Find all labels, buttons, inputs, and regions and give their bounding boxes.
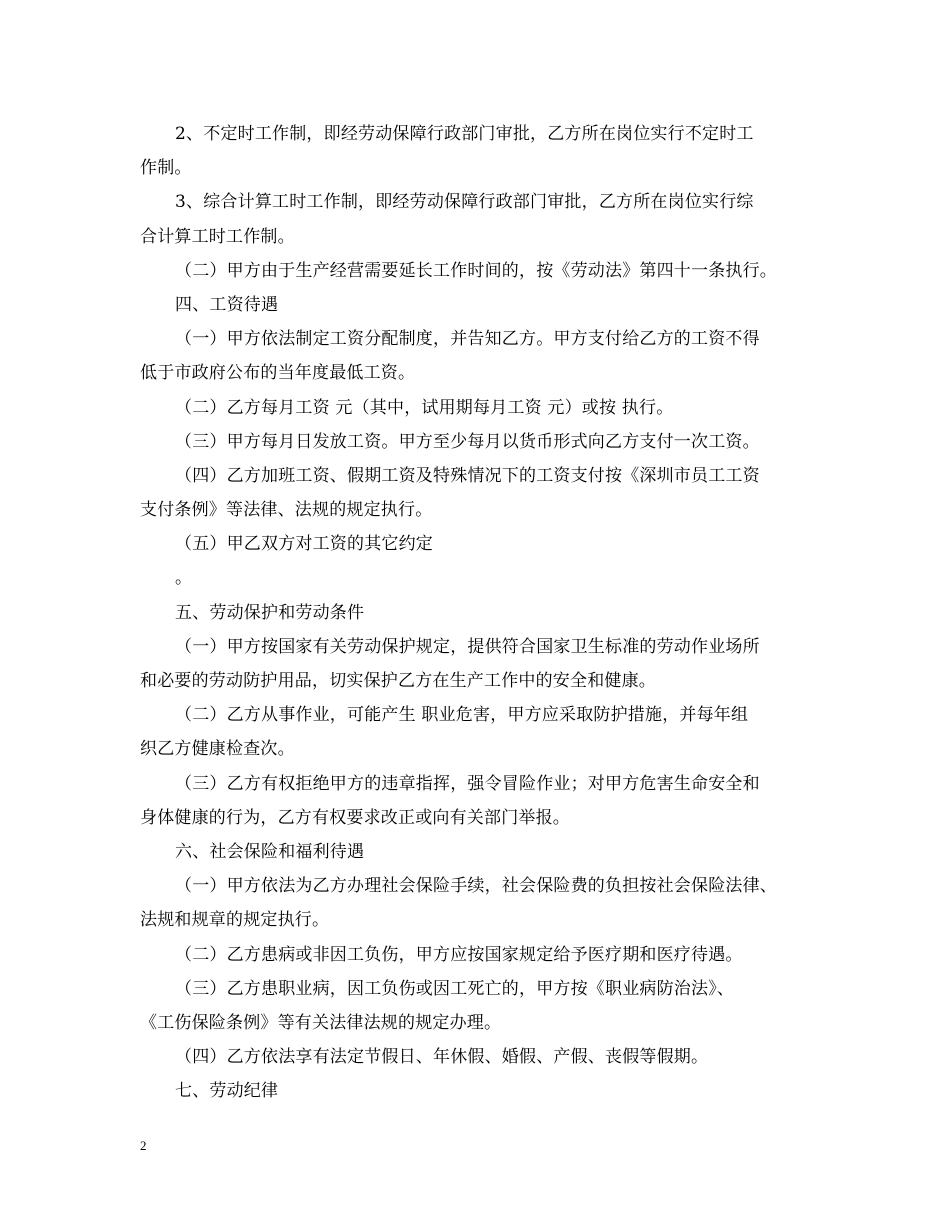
text-line: 织乙方健康检查次。 bbox=[140, 739, 295, 760]
text-line: 《工伤保险条例》等有关法律法规的规定办理。 bbox=[140, 1012, 502, 1033]
text-line: 和必要的劳动防护用品，切实保护乙方在生产工作中的安全和健康。 bbox=[140, 671, 656, 691]
text-line: 2、不定时工作制，即经劳动保障行政部门审批，乙方所在岗位实行不定时工 bbox=[175, 124, 754, 144]
text-line: 身体健康的行为，乙方有权要求改正或向有关部门举报。 bbox=[140, 807, 570, 828]
text-line: （二）乙方从事作业，可能产生 职业危害，甲方应采取防护措施，并每年组 bbox=[175, 705, 749, 726]
section-heading: 四、工资待遇 bbox=[175, 294, 279, 315]
text-line: 法规和规章的规定执行。 bbox=[140, 910, 330, 931]
text-line: （二）乙方患病或非因工负伤，甲方应按国家规定给予医疗期和医疗待遇。 bbox=[175, 944, 743, 965]
section-heading: 六、社会保险和福利待遇 bbox=[175, 841, 365, 862]
text-line: 3、综合计算工时工作制，即经劳动保障行政部门审批，乙方所在岗位实行综 bbox=[175, 192, 754, 213]
text-line: （三）乙方患职业病，因工负伤或因工死亡的，甲方按《职业病防治法》、 bbox=[175, 978, 735, 999]
text-line: （四）乙方加班工资、假期工资及特殊情况下的工资支付按《深圳市员工工资 bbox=[175, 465, 760, 486]
text-line: 支付条例》等法律、法规的规定执行。 bbox=[140, 500, 433, 521]
page-number: 2 bbox=[140, 1138, 147, 1153]
text-line: （一）甲方按国家有关劳动保护规定，提供符合国家卫生标准的劳动作业场所 bbox=[175, 636, 760, 657]
text-line: （一）甲方依法为乙方办理社会保险手续，社会保险费的负担按社会保险法律、 bbox=[175, 876, 777, 897]
text-line: （二）乙方每月工资 元（其中，试用期每月工资 元）或按 执行。 bbox=[175, 397, 674, 418]
text-line: （一）甲方依法制定工资分配制度，并告知乙方。甲方支付给乙方的工资不得 bbox=[175, 329, 760, 350]
text-line: （二）甲方由于生产经营需要延长工作时间的，按《劳动法》第四十一条执行。 bbox=[175, 260, 777, 281]
text-line: 合计算工时工作制。 bbox=[140, 226, 295, 247]
section-heading: 五、劳动保护和劳动条件 bbox=[175, 602, 365, 623]
text-line: 低于市政府公布的当年度最低工资。 bbox=[140, 363, 416, 384]
section-heading: 七、劳动纪律 bbox=[175, 1081, 279, 1102]
text-line: （三）甲方每月日发放工资。甲方至少每月以货币形式向乙方支付一次工资。 bbox=[175, 431, 760, 452]
text-line: （五）甲乙双方对工资的其它约定 bbox=[175, 534, 433, 555]
text-line: 作制。 bbox=[140, 158, 192, 179]
text-line: （四）乙方依法享有法定节假日、年休假、婚假、产假、丧假等假期。 bbox=[175, 1047, 709, 1068]
text-line: 。 bbox=[175, 568, 193, 589]
document-body bbox=[140, 117, 820, 1108]
text-line: （三）乙方有权拒绝甲方的违章指挥，强令冒险作业；对甲方危害生命安全和 bbox=[175, 773, 760, 794]
